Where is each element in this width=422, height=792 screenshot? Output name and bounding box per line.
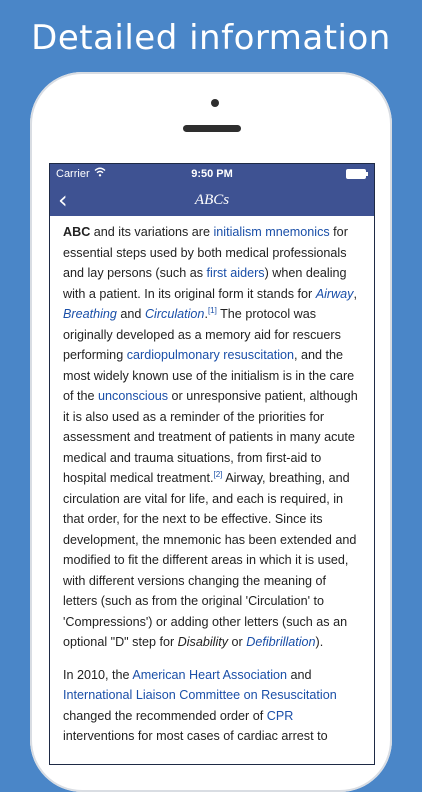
link-cpr[interactable]: CPR — [266, 708, 294, 723]
status-bar — [50, 164, 374, 184]
article-emphasis: Disability — [177, 635, 229, 649]
status-time: 9:50 PM — [191, 168, 233, 180]
reference-1[interactable]: [1] — [207, 305, 217, 315]
app-screen — [49, 163, 375, 765]
article-text: ) when dealing with a patient. In its original form it stands for — [63, 266, 347, 301]
article-text: and — [116, 307, 145, 321]
article-term: ABC — [63, 225, 91, 239]
link-ilcor[interactable]: International Liaison Committee on Resuscitation — [63, 688, 337, 702]
navigation-bar — [50, 184, 374, 216]
article-text: or — [228, 635, 247, 649]
article-paragraph — [63, 222, 361, 653]
link-breathing[interactable]: Breathing — [63, 307, 117, 321]
link-cardiopulmonary-resuscitation[interactable]: cardiopulmonary resuscitation — [126, 348, 295, 362]
carrier-label: Carrier — [56, 168, 90, 180]
link-defibrillation[interactable]: Defibrillation — [246, 635, 316, 649]
article-text: Airway, breathing, and circulation are vital for life, and each is required, in that order, for the next to be effective. Since its development, the mnemonic has been extended and modified to fit the different areas in which it is used, with different versions changing the meaning of letters (such as from the original 'Circulation' to 'Compressions') or adding other letters (such as an optional "D" step for — [63, 471, 357, 649]
article-body — [50, 216, 374, 747]
earpiece-speaker — [183, 125, 241, 132]
article-text: ). — [315, 635, 324, 649]
chevron-left-icon[interactable]: ‹ — [58, 186, 68, 214]
link-circulation[interactable]: Circulation — [144, 307, 205, 321]
link-initialism[interactable]: initialism — [213, 225, 262, 239]
article-text: In 2010, the — [63, 667, 133, 682]
link-first-aiders[interactable]: first aiders — [206, 266, 265, 280]
article-text: and its variations are — [90, 225, 214, 239]
article-text: for essential steps used by both medical professionals and lay persons (such as — [63, 225, 348, 280]
article-text: , and the most widely known use of the initialism is in the care of the — [63, 348, 355, 403]
article-text: interventions for most cases of cardiac arrest to — [63, 729, 328, 743]
link-unconscious[interactable]: unconscious — [98, 389, 169, 403]
article-text: and — [287, 667, 312, 682]
reference-2[interactable]: [2] — [213, 469, 223, 479]
article-text: or unresponsive patient, although it is also used as a reminder of the priorities for assessment and treatment of patients in many acute medical and trauma situations, from first-aid to hospital medical treatment. — [63, 389, 358, 485]
link-mnemonics[interactable]: mnemonics — [265, 225, 330, 239]
article-paragraph — [63, 665, 361, 747]
page-headline: Detailed information — [31, 18, 391, 58]
article-text: The protocol was originally developed as a memory aid for rescuers performing — [63, 307, 341, 362]
article-text: changed the recommended order of — [63, 708, 267, 723]
front-camera — [211, 99, 219, 107]
article-text: . — [204, 307, 208, 321]
article-text: , — [353, 286, 357, 301]
link-american-heart-association[interactable]: American Heart Association — [132, 667, 288, 682]
battery-icon — [346, 169, 366, 179]
link-airway[interactable]: Airway — [315, 286, 354, 301]
page-title: ABCs — [194, 192, 230, 208]
